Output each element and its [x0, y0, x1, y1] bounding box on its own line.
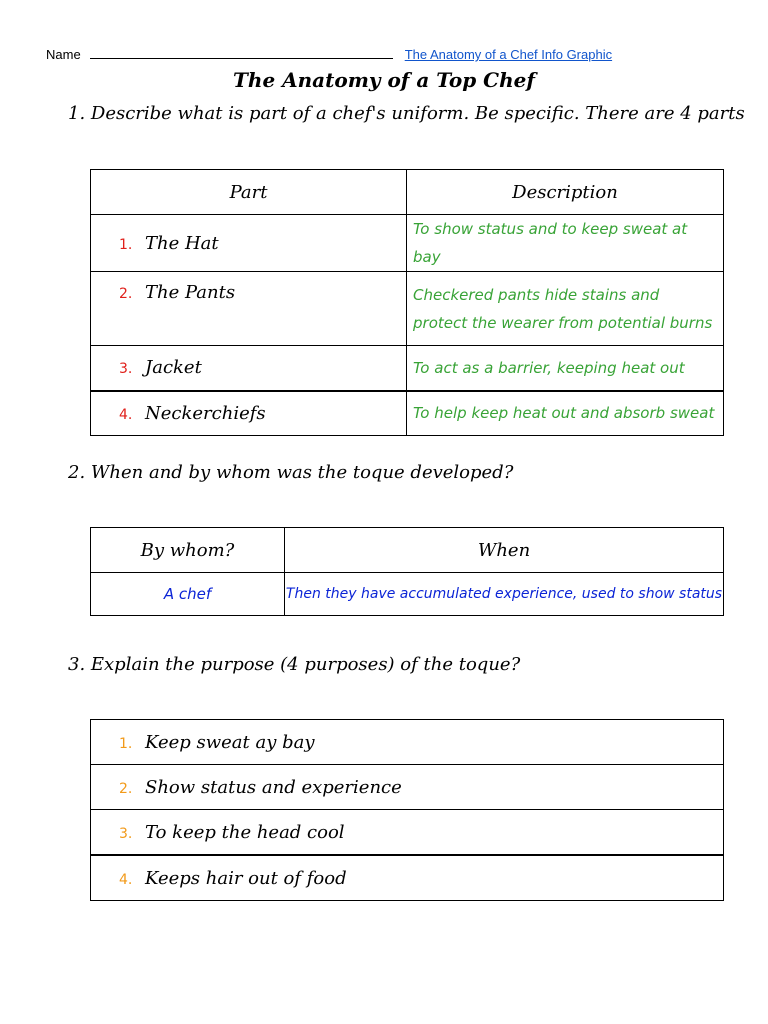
purpose-cell — [91, 720, 724, 765]
purpose-table — [90, 719, 724, 901]
purpose-cell — [91, 810, 724, 856]
table-row — [91, 215, 724, 272]
purpose-text: Keep sweat ay bay — [145, 731, 315, 753]
column-header-description: Description — [407, 170, 724, 215]
purpose-text: Keeps hair out of food — [145, 867, 347, 889]
row-number: 2. — [119, 286, 133, 302]
purpose-cell — [91, 855, 724, 901]
question-3: 3. Explain the purpose (4 purposes) of the toque? — [68, 654, 521, 675]
row-number: 2. — [119, 780, 133, 797]
row-number: 3. — [119, 361, 133, 378]
part-name: The Pants — [145, 282, 236, 303]
question-2: 2. When and by whom was the toque developed? — [68, 462, 514, 483]
part-name: Neckerchiefs — [145, 402, 266, 424]
column-header-when: When — [285, 528, 724, 573]
table-row — [91, 810, 724, 856]
info-graphic-link[interactable]: The Anatomy of a Chef Info Graphic — [404, 47, 613, 62]
purpose-text: To keep the head cool — [145, 821, 345, 843]
table-row — [91, 765, 724, 810]
description-cell: Checkered pants hide stains and protect the wearer from potential burns — [407, 272, 724, 346]
table-header-row — [91, 528, 724, 573]
part-cell — [91, 391, 407, 436]
table-row — [91, 391, 724, 436]
row-number: 1. — [119, 735, 133, 752]
question-1: 1. Describe what is part of a chef's uniform. Be specific. There are 4 parts — [68, 103, 745, 124]
table-row — [91, 573, 724, 616]
part-cell — [91, 215, 407, 272]
uniform-table — [90, 169, 724, 436]
row-number: 4. — [119, 406, 133, 423]
column-header-by-whom: By whom? — [91, 528, 285, 573]
purpose-cell — [91, 765, 724, 810]
column-header-part: Part — [91, 170, 407, 215]
toque-table — [90, 527, 724, 616]
part-name: Jacket — [145, 357, 202, 379]
row-number: 3. — [119, 825, 133, 842]
by-whom-cell: A chef — [91, 573, 285, 616]
row-number: 4. — [119, 871, 133, 888]
description-cell: To help keep heat out and absorb sweat — [407, 391, 724, 436]
description-cell: To act as a barrier, keeping heat out — [407, 346, 724, 391]
purpose-text: Show status and experience — [145, 776, 402, 798]
page-title: The Anatomy of a Top Chef — [233, 68, 535, 92]
table-row — [91, 346, 724, 391]
name-blank-line[interactable] — [90, 46, 393, 59]
table-row — [91, 720, 724, 765]
table-row — [91, 272, 724, 346]
part-cell — [91, 346, 407, 391]
header-line — [46, 46, 726, 64]
table-header-row — [91, 170, 724, 215]
when-cell: Then they have accumulated experience, used to show status — [285, 573, 724, 616]
name-label: Name — [46, 47, 81, 62]
part-name: The Hat — [145, 232, 219, 254]
part-cell — [91, 272, 407, 346]
table-row — [91, 855, 724, 901]
row-number: 1. — [119, 236, 133, 253]
description-cell: To show status and to keep sweat at bay — [407, 215, 724, 272]
